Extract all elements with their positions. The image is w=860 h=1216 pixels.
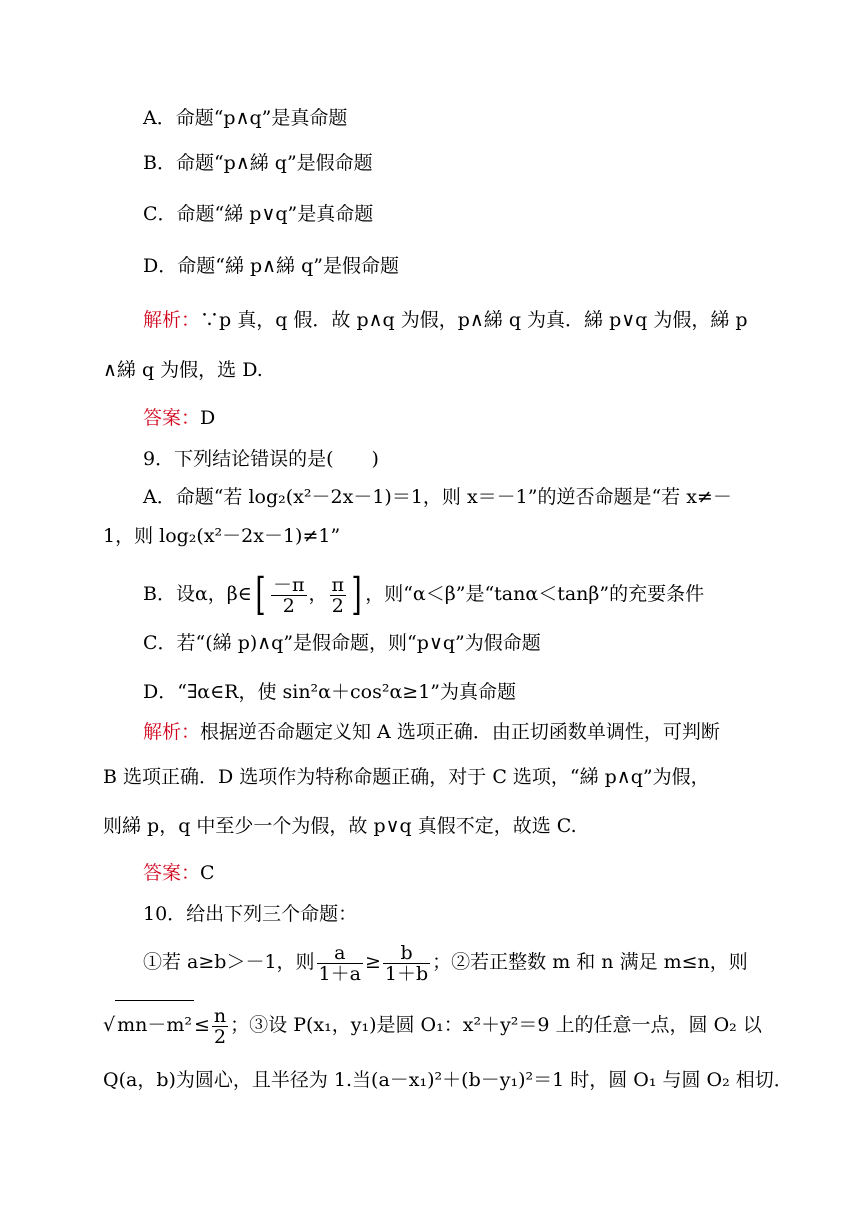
fraction [330,575,347,616]
fraction [212,1006,228,1047]
q10-line-1-text: ①若 a≥b＞－1，则 [143,951,315,973]
q10-stem: 10．给出下列三个命题： [143,903,358,925]
q8-option-c: C．命题“綈 p∨q”是真命题 [143,203,374,225]
fraction-num: a [317,943,363,964]
q9-analysis-cont-1: B 选项正确．D 选项作为特称命题正确，对于 C 选项，“綈 p∧q”为假， [103,766,710,788]
sqrt-content: mn－m² [115,1000,194,1049]
sqrt-icon: √ [103,1014,116,1036]
q9-option-d: D．“∃α∈R，使 sin²α＋cos²α≥1”为真命题 [143,681,517,703]
q10-line-1-text-cont: ；②若正整数 m 和 n 满足 m≤n，则 [432,951,748,973]
q10-line-2-text: ；③设 P(x₁，y₁)是圆 O₁：x²＋y²＝9 上的任意一点，圆 O₂ 以 [230,1014,762,1036]
fraction [271,575,307,616]
q9-stem: 9．下列结论错误的是( ) [143,448,379,470]
q9-answer [143,860,215,886]
q9-option-b: B．设α，β∈[ $\frac{-\pi}{2}$ ， $\frac{\pi}{2}$ ] ，则“α＜β”是“tanα＜tanβ”的充要条件 [143,569,705,620]
q9-analysis [143,719,720,745]
fraction-num: －π [273,573,305,596]
fraction-num: n [213,1004,227,1027]
fraction-den: 2 [282,594,295,617]
right-bracket-icon: ] [351,569,362,620]
answer-label: 答案： [143,407,201,429]
answer-label: 答案： [143,862,201,884]
q9-option-b-prefix: B．设α，β∈ [143,583,252,605]
fraction-den: 1＋b [384,962,429,985]
q10-line-3: Q(a，b)为圆心，且半径为 1.当(a－x₁)²＋(b－y₁)²＝1 时，圆 O₁ 与圆 O₂ 相切． [103,1069,793,1091]
q8-option-a: A．命题“p∧q”是真命题 [143,107,348,129]
q9-option-a: A．命题“若 log₂(x²－2x－1)＝1，则 x＝－1”的逆否命题是“若 x≠－ [143,486,732,508]
q10-line-2 [103,1000,762,1049]
q9-option-c: C．若“(綈 p)∧q”是假命题，则“p∨q”为假命题 [143,632,541,654]
ge-sign: ≥ [364,951,381,973]
q9-option-a-cont: 1，则 log₂(x²－2x－1)≠1” [103,525,341,547]
analysis-label: 解析： [143,309,201,331]
le-sign: ≤ [194,1014,210,1036]
analysis-text: 根据逆否命题定义知 A 选项正确．由正切函数单调性，可判断 [200,721,720,743]
fraction-num: b [383,943,430,964]
fraction-den: 1＋a [318,962,361,985]
q9-option-b-suffix: ，则“α＜β”是“tanα＜tanβ”的充要条件 [365,583,705,605]
fraction [317,943,363,984]
left-bracket-icon: [ [255,569,266,620]
answer-value: C [200,862,215,884]
analysis-text: ∵p 真，q 假．故 p∧q 为假，p∧綈 q 为真．綈 p∨q 为假，綈 p [200,309,748,331]
q8-option-b: B．命题“p∧綈 q”是假命题 [143,152,373,174]
fraction [383,943,430,984]
fraction-den: 2 [331,594,344,617]
q9-analysis-cont-2: 则綈 p，q 中至少一个为假，故 p∨q 真假不定，故选 C. [103,815,577,837]
fraction-num: π [331,573,345,596]
q8-answer [143,405,215,431]
q10-line-1 [143,938,748,986]
q8-analysis [143,307,748,333]
fraction-den: 2 [214,1025,227,1048]
q8-option-d: D．命题“綈 p∧綈 q”是假命题 [143,255,399,277]
q8-analysis-cont: ∧綈 q 为假，选 D. [103,359,263,381]
answer-value: D [200,407,216,429]
analysis-label: 解析： [143,721,201,743]
